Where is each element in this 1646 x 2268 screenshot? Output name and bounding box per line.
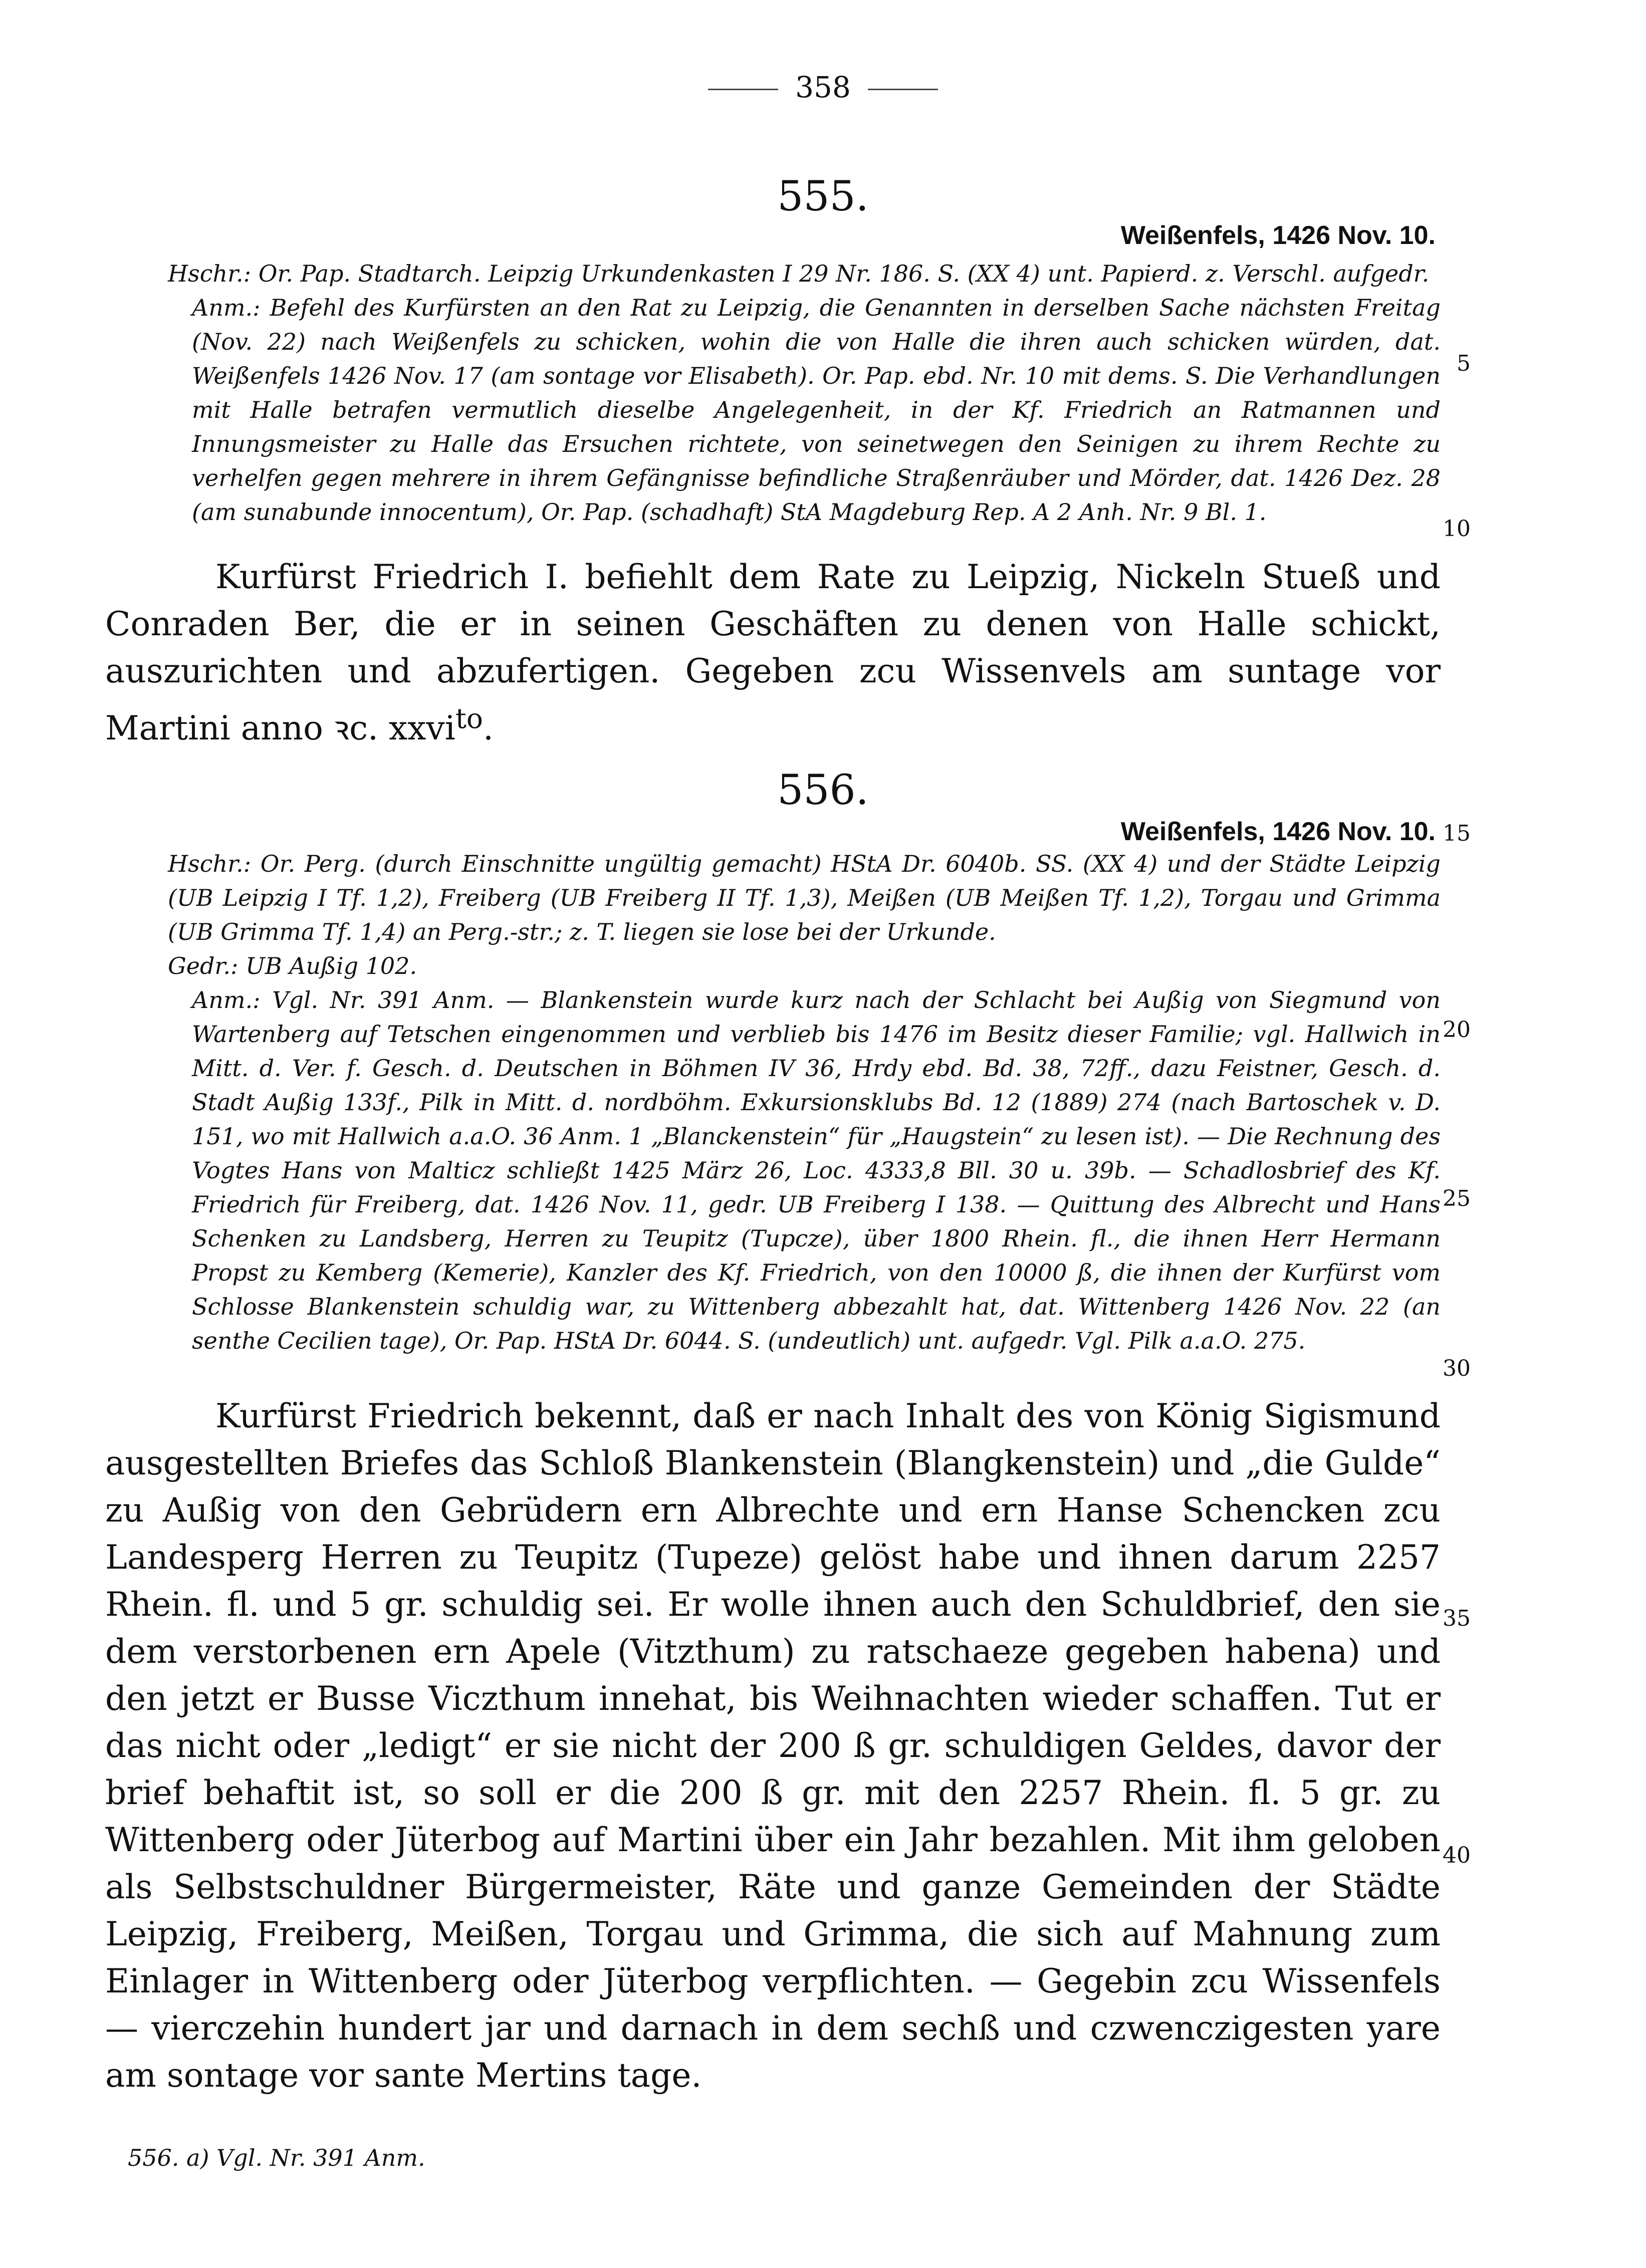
doc-556-dateline: Weißenfels, 1426 Nov. 10. [1120,817,1436,846]
page-number-rule-right [868,89,938,90]
line-number: 5 [1457,351,1471,376]
doc-555-summary-sup: to [455,702,484,734]
doc-556-number: 556. [777,767,869,814]
doc-555-dateline: Weißenfels, 1426 Nov. 10. [1120,221,1436,250]
doc-555-notes [168,257,1441,529]
line-number: 40 [1443,1843,1471,1868]
doc-556-notes [168,847,1441,1358]
footnote: 556. a) Vgl. Nr. 391 Anm. [128,2144,425,2171]
doc-555-summary: Kurfürst Friedrich I. befiehlt dem Rate zu Leipzig, Nickeln Stueß und Conraden Ber, die er in seinen Geschäften zu denen von Halle schickt, auszurichten und abzufertigen. Gegeben zcu Wissenvels am suntage vor Martini anno ꝛc. xxvi$^{to}$. [105,558,1441,747]
doc-555-anm: Anm.: Befehl des Kurfürsten an den Rat zu Leipzig, die Genannten in derselben Sache nächsten Freitag (Nov. 22) nach Weißenfels zu schicken, wohin die von Halle die ihren auch schicken würden, dat. Weißenfels 1426 Nov. 17 (am sontage vor Elisabeth). Or. Pap. ebd. Nr. 10 mit dems. S. Die Verhandlungen mit Halle betrafen vermutlich dieselbe Angelegenheit, in der Kf. Friedrich an Ratmannen und Innungsmeister zu Halle das Ersuchen richtete, von seinetwegen den Seinigen zu ihrem Rechte zu verhelfen gegen mehrere in ihrem Gefängnisse befindliche Straßenräuber und Mörder, dat. 1426 Dez. 28 (am sunabunde innocentum), Or. Pap. (schadhaft) StA Magdeburg Rep. A 2 Anh. Nr. 9 Bl. 1. [192,294,1441,526]
doc-555-summary-text: Kurfürst Friedrich I. befiehlt dem Rate zu Leipzig, Nickeln Stueß und Conraden Ber, die er in seinen Geschäften zu denen von Halle schickt, auszurichten und abzufertigen. Gegeben zcu Wissenvels am suntage vor Martini anno ꝛc. xxvi [105,558,1441,747]
page-number-text: 358 [795,70,851,104]
line-number: 30 [1443,1356,1471,1381]
doc-556-text [105,1393,1441,2099]
line-number: 15 [1443,821,1471,846]
line-number: 25 [1443,1186,1471,1211]
doc-555-hschr: Hschr.: Or. Pap. Stadtarch. Leipzig Urkundenkasten I 29 Nr. 186. S. (XX 4) unt. Papierd. z. Verschl. aufgedr. [168,260,1430,287]
doc-556-anm: Anm.: Vgl. Nr. 391 Anm. — Blankenstein wurde kurz nach der Schlacht bei Außig von Siegmund von Wartenberg auf Tetschen eingenommen und verblieb bis 1476 im Besitz dieser Familie; vgl. Hallwich in Mitt. d. Ver. f. Gesch. d. Deutschen in Böhmen IV 36, Hrdy ebd. Bd. 38, 72ff., dazu Feistner, Gesch. d. Stadt Außig 133f., Pilk in Mitt. d. nordböhm. Exkursionsklubs Bd. 12 (1889) 274 (nach Bartoschek v. D. 151, wo mit Hallwich a.a.O. 36 Anm. 1 „Blanckenstein“ für „Haugstein“ zu lesen ist). — Die Rechnung des Vogtes Hans von Malticz schließt 1425 März 26, Loc. 4333,8 Bll. 30 u. 39b. — Schadlosbrief des Kf. Friedrich für Freiberg, dat. 1426 Nov. 11, gedr. UB Freiberg I 138. — Quittung des Albrecht und Hans Schenken zu Landsberg, Herren zu Teupitz (Tupcze), über 1800 Rhein. fl., die ihnen Herr Hermann Propst zu Kemberg (Kemerie), Kanzler des Kf. Friedrich, von den 10000 ß, die ihnen der Kurfürst vom Schlosse Blankenstein schuldig war, zu Wittenberg abbezahlt hat, dat. Wittenberg 1426 Nov. 22 (an senthe Cecilien tage), Or. Pap. HStA Dr. 6044. S. (undeutlich) unt. aufgedr. Vgl. Pilk a.a.O. 275. [192,986,1441,1354]
page-number [0,70,1646,104]
line-number: 35 [1443,1606,1471,1631]
doc-556-gedr: Gedr.: UB Außig 102. [168,952,417,979]
line-number: 10 [1443,516,1471,542]
doc-555-number: 555. [777,173,869,220]
doc-556-hschr: Hschr.: Or. Perg. (durch Einschnitte ungültig gemacht) HStA Dr. 6040b. SS. (XX 4) und der Städte Leipzig (UB Leipzig I Tf. 1,2), Freiberg (UB Freiberg II Tf. 1,3), Meißen (UB Meißen Tf. 1,2), Torgau und Grimma (UB Grimma Tf. 1,4) an Perg.-str.; z. T. liegen sie lose bei der Urkunde. [168,850,1441,945]
line-number: 20 [1443,1017,1471,1043]
doc-556-summary: Kurfürst Friedrich bekennt, daß er nach Inhalt des von König Sigismund ausgestellten Briefes das Schloß Blankenstein (Blangkenstein) und „die Gulde“ zu Außig von den Gebrüdern ern Albrechte und ern Hanse Schencken zcu Landesperg Herren zu Teupitz (Tupeze) gelöst habe und ihnen darum 2257 Rhein. fl. und 5 gr. schuldig sei. Er wolle ihnen auch den Schuldbrief, den sie dem verstorbenen ern Apele (Vitzthum) zu ratschaeze gegeben habena) und den jetzt er Busse Viczthum innehat, bis Weihnachten wieder schaffen. Tut er das nicht oder „ledigt“ er sie nicht der 200 ß gr. schuldigen Geldes, davor der brief behaftit ist, so soll er die 200 ß gr. mit den 2257 Rhein. fl. 5 gr. zu Wittenberg oder Jüterbog auf Martini über ein Jahr bezahlen. Mit ihm geloben als Selbstschuldner Bürgermeister, Räte und ganze Gemeinden der Städte Leipzig, Freiberg, Meißen, Torgau und Grimma, die sich auf Mahnung zum Einlager in Wittenberg oder Jüterbog verpflichten. — Gegebin zcu Wissenfels — vierczehin hundert jar und darnach in dem sechß und czwenczigesten yare am sontage vor sante Mertins tage. [105,1397,1441,2095]
page-number-rule-left [708,89,778,90]
doc-555-text [105,554,1441,752]
